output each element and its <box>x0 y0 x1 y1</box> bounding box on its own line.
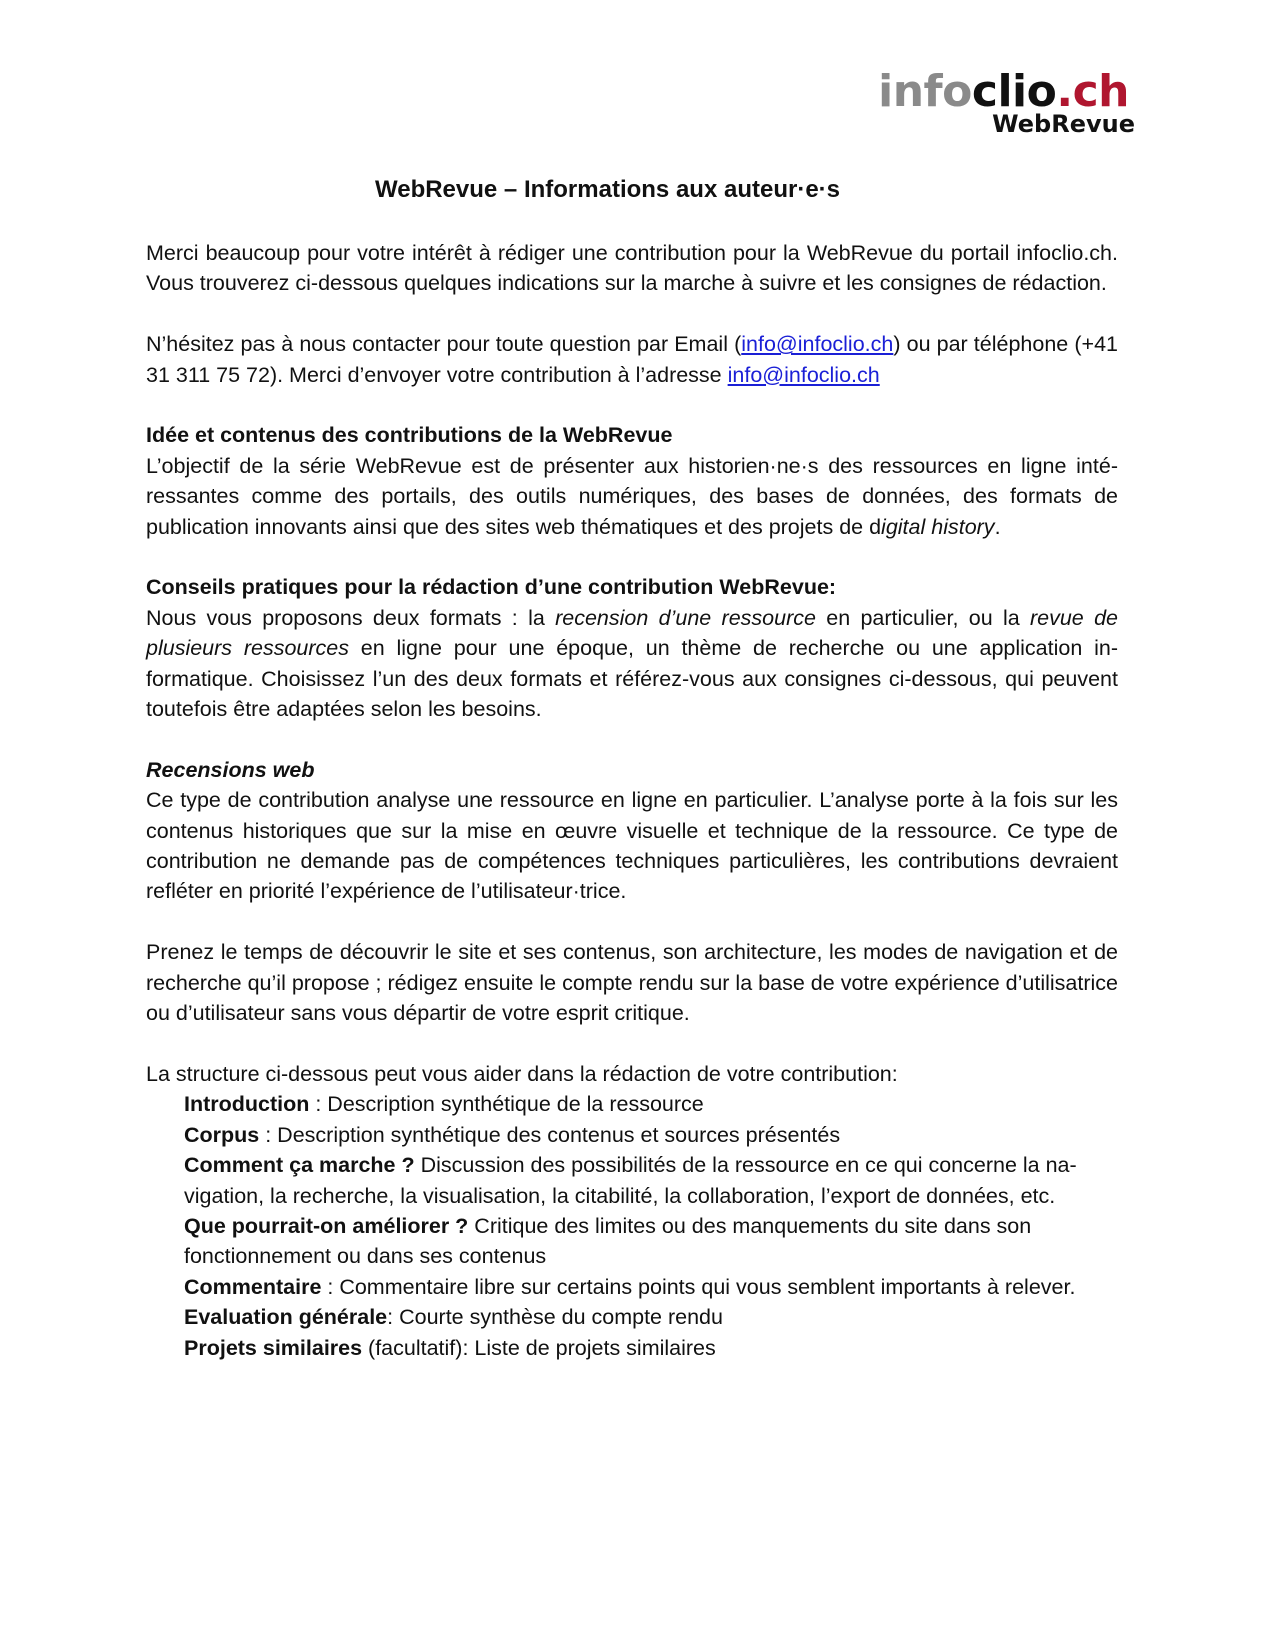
structure-block <box>146 1059 1118 1363</box>
list-item: Introduction : Description synthétique de la ressource <box>184 1092 704 1117</box>
list-item: Projets similaires (facultatif): Liste de projets similaires <box>184 1335 716 1360</box>
intro-paragraph: Merci beaucoup pour votre intérêt à rédiger une contribution pour la WebRevue du portail infoclio.ch. Vous trouverez ci-dessous quelques indications sur la marche à suivre et les consignes de rédaction. <box>146 241 1118 296</box>
infoclio-logo <box>878 66 1135 138</box>
section-advice: Conseils pratiques pour la rédaction d’une contribution WebRevue: Nous vous proposons deux formats : la recension d’une ressource en particulier, ou la revue de plusieurs ressources en ligne pour une époque, un thème de recherche ou une application informatique. Choisissez l’un des deux formats et référez-vous aux consignes ci-dessous, qui peuvent toutefois être adaptées selon les besoins. <box>146 572 1118 724</box>
contact-paragraph: N’hésitez pas à nous contacter pour toute question par Email (info@infoclio.ch) ou par téléphone (+41 31 311 75 72). Merci d’envoyer votre contribution à l’adresse info@infoclio.ch <box>146 332 1118 387</box>
email-link[interactable]: info@infoclio.ch <box>741 332 894 357</box>
email-link-submit[interactable]: info@infoclio.ch <box>727 362 880 387</box>
structure-list <box>146 1089 1118 1363</box>
page-title: WebRevue – Informations aux auteur·e·s <box>375 176 840 203</box>
list-item: Evaluation générale: Courte synthèse du compte rendu <box>184 1305 723 1330</box>
list-item: Commentaire : Commentaire libre sur certains points qui vous semblent importants à relever. <box>184 1274 1076 1299</box>
document-body <box>146 238 1118 1363</box>
list-item: Que pourrait-on améliorer ? Critique des limites ou des manquements du site dans son fonctionnement ou dans ses contenus <box>184 1213 1032 1269</box>
recensions-paragraph-2: Prenez le temps de découvrir le site et ses contenus, son architecture, les modes de navigation et de recherche qu’il propose ; rédigez ensuite le compte rendu sur la base de votre expérience d’utilisatrice ou d’utilisateur sans vous départir de votre esprit critique. <box>146 940 1118 1026</box>
section-heading: Recensions web <box>146 757 315 782</box>
list-item: Corpus : Description synthétique des contenus et sources présentés <box>184 1122 841 1147</box>
logo-subtitle: WebRevue <box>992 110 1135 138</box>
logo-wordmark: infoclio.ch <box>878 66 1129 117</box>
section-recensions: Recensions web Ce type de contribution analyse une ressource en ligne en particulier. L’analyse porte à la fois sur les contenus historiques que sur la mise en œuvre visuelle et technique de la ressource. Ce type de contribution ne demande pas de compétences techniques particulières, les contributions devraient refléter en priorité l’expérience de l’utilisateur·trice. <box>146 755 1118 907</box>
section-heading: Conseils pratiques pour la rédaction d’une contribution WebRevue: <box>146 575 837 600</box>
section-heading: Idée et contenus des contributions de la WebRevue <box>146 423 673 448</box>
structure-intro: La structure ci-dessous peut vous aider dans la rédaction de votre contribution: <box>146 1061 898 1086</box>
list-item: Comment ça marche ? Discussion des possibilités de la ressource en ce qui concerne la navigation, la recherche, la visualisation, la citabilité, la collaboration, l’export de données, etc. <box>184 1153 1077 1208</box>
section-idea: Idée et contenus des contributions de la WebRevue L’objectif de la série WebRevue est de présenter aux historien·ne·s des ressources en ligne intéressantes comme des portails, des outils numériques, des bases de données, des formats de publication innovants ainsi que des sites web thématiques et des projets de digital history. <box>146 420 1118 542</box>
